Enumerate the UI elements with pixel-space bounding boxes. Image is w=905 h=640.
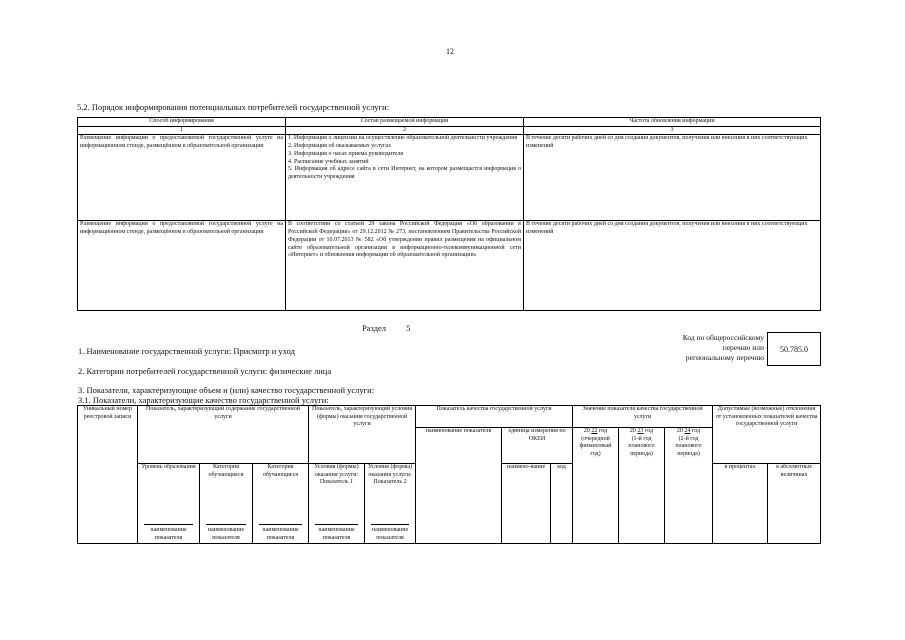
- header-service-content: Показатель, характеризующий содержание государственной услуги: [138, 406, 309, 464]
- colnum-2: 2: [286, 126, 524, 135]
- page-number: 12: [446, 47, 454, 56]
- content-cell: [286, 135, 524, 221]
- header-indicator-values: Значение показателя качества государственной услуги: [573, 406, 713, 428]
- sub-content-3: Категория обучающиеся наименование показателя: [253, 464, 309, 544]
- content-item: 2. Информация об оказываемых услугах: [288, 143, 392, 150]
- sub-content-1: Уровень образования наименование показателя: [138, 464, 200, 544]
- content-item: 3. Информация о часах приема руководителя: [288, 150, 403, 157]
- code-label: [640, 333, 764, 363]
- indicator-name-label: наименование показателя: [318, 527, 355, 541]
- header-okei-unit: единица измерения по ОКЕИ: [502, 428, 573, 464]
- section-label: Раздел: [362, 323, 387, 333]
- registry-code: 50.785.0: [780, 344, 808, 354]
- header-quality-indicator: Показатель качества государственной услуги: [416, 406, 573, 428]
- header-year-2: 20 23 год (1-й год планового периода): [619, 428, 665, 544]
- table2-header-row-1: [78, 406, 821, 428]
- sub-condition-2: Условия (формы) оказания услуги: Показатель 2 наименование показателя: [365, 464, 416, 544]
- sub-content-2: Категория обучающиеся наименование показателя: [200, 464, 253, 544]
- frequency-cell: В течение десяти рабочих дней со дня создания документов, получения или внесения в них соответствующих изменений: [524, 135, 821, 221]
- section-5-2-title: 5.2. Порядок информирования потенциальных потребителей государственной услуги:: [77, 102, 390, 112]
- indicator-name-label: наименование показателя: [262, 527, 299, 541]
- header-content: Состав размещаемой информации: [286, 118, 524, 127]
- content-item: 1. Информация о лицензии на осуществление образовательной деятельности учреждения: [288, 135, 518, 142]
- method-cell: Размещение информации о предоставляемой государственной услуге на информационном стенде, размещённом в образовательной организации: [78, 135, 286, 221]
- section-heading: [362, 323, 410, 333]
- quality-indicators-heading: 3.1. Показатели, характеризующие качество государственной услуги:: [78, 395, 329, 405]
- year-2-desc: (1-й год планового периода): [628, 435, 655, 458]
- year-3-desc: (2-й год планового периода): [675, 435, 702, 458]
- header-frequency: Частота обновления информации: [524, 118, 821, 127]
- indicator-name-label: наименование показателя: [207, 527, 245, 541]
- unit-name-header: наимено-вание: [502, 464, 551, 544]
- sub-condition-1: Условия (формы) оказания услуги: Показатель 1 наименование показателя: [309, 464, 365, 544]
- colnum-1: 1: [78, 126, 286, 135]
- content-cell: В соответствии со статьей 29 закона Российской Федерации «Об образовании в Российской Федерации» от 29.12.2012 № 273, постановлением Правительства Российской Федерации от 10.07.2013 № 582 «Об утверждении правил размещения на официальном сайте образовательной организации в информационно-телекоммуникационной сети «Интернет» и обновления информации об образовательной организации»: [286, 221, 524, 311]
- indicator-name-label: наименование показателя: [150, 527, 187, 541]
- year-1-desc: (очередной финансовый год): [579, 435, 612, 458]
- header-method: Способ информирования: [78, 118, 286, 127]
- frequency-cell: В течение десяти рабочих дней со дня создания документов, получения или внесения в них соответствующих изменений: [524, 221, 821, 311]
- section-number: 5: [406, 323, 411, 333]
- code-label-line: Код по общероссийскому: [682, 333, 764, 342]
- consumer-categories: 2. Категории потребителей государственной услуги: физические лица: [78, 366, 332, 376]
- service-name: 1. Наименование государственной услуги: Присмотр и уход: [78, 346, 295, 356]
- quality-indicators-table: [77, 405, 821, 544]
- content-item: 5. Информация об адресе сайта в сети Интернет, на котором размещается информация о деятельности учреждения: [288, 166, 521, 180]
- code-label-line: региональному перечню: [685, 353, 764, 362]
- indicators-heading: 3. Показатели, характеризующие объем и (или) качество государственной услуги:: [78, 385, 375, 395]
- information-row: [78, 135, 821, 221]
- indicator-name-label: наименование показателя: [371, 527, 409, 541]
- registry-code-box: [767, 332, 821, 366]
- content-item: 4. Расписание учебных занятий: [288, 158, 369, 165]
- header-year-3: 20 24 год (2-й год планового периода): [665, 428, 713, 544]
- information-row: [78, 221, 821, 311]
- unit-code-header: код: [551, 464, 573, 544]
- deviation-percent-header: в процентах: [713, 464, 768, 544]
- header-indicator-name: наименование показателя: [416, 428, 502, 544]
- header-service-conditions: Показатель, характеризующий условия (формы) оказания государственной услуги: [309, 406, 416, 464]
- information-table: [77, 117, 821, 311]
- information-table-header: [78, 118, 821, 127]
- header-unique-number: Уникальный номер реестровой записи: [78, 406, 138, 544]
- deviation-absolute-header: в абсолютных величинах: [768, 464, 821, 544]
- information-table-colnums: [78, 126, 821, 135]
- colnum-3: 3: [524, 126, 821, 135]
- header-year-1: 20 22 год (очередной финансовый год): [573, 428, 619, 544]
- code-label-line: перечню или: [722, 343, 764, 352]
- header-allowed-deviation: Допустимые (возможные) отклонения от установленных показателей качества государственной услуги: [713, 406, 821, 464]
- method-cell: Размещение информации о предоставляемой государственной услуге на информационном стенде, размещённом в образовательной организации: [78, 221, 286, 311]
